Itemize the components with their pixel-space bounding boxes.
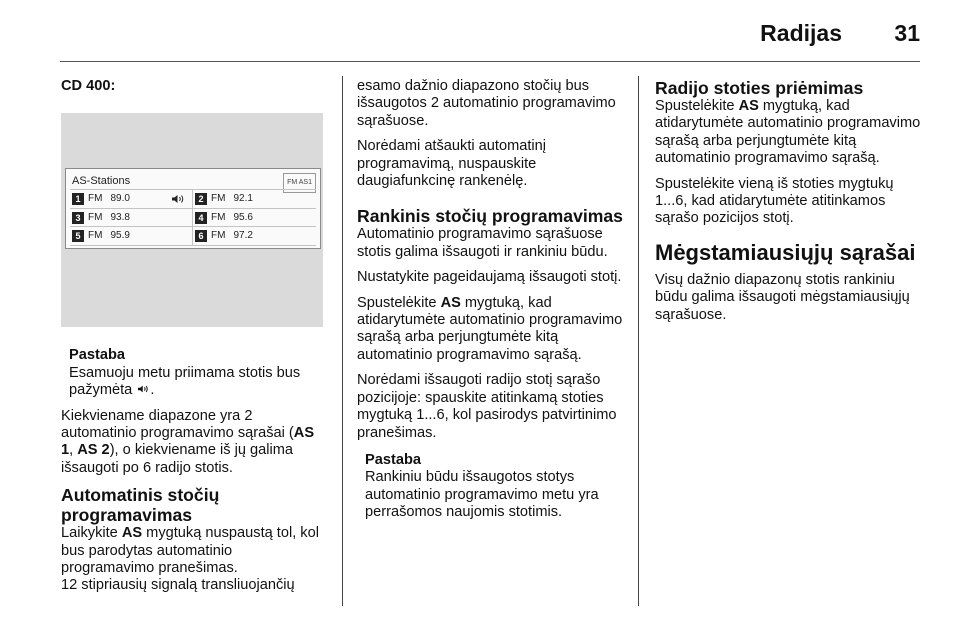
paragraph xyxy=(61,525,327,577)
screen-title: AS-Stations xyxy=(72,175,131,188)
column-3 xyxy=(655,78,923,332)
radio-display-figure xyxy=(61,113,323,327)
note-manual-stations xyxy=(365,452,625,522)
paragraph: Norėdami atšaukti automatinį programavimą, nuspauskite daugiafunkcinę rankenėlę. xyxy=(357,138,546,190)
station-band: FM xyxy=(211,211,226,223)
paragraph xyxy=(357,295,625,365)
preset-number: 5 xyxy=(72,230,84,242)
paragraph: Automatinio programavimo sąrašuose stotis galima išsaugoti ir rankiniu būdu. xyxy=(357,226,608,260)
model-label: CD 400: xyxy=(61,78,116,94)
paragraph: Nustatykite pageidaujamą išsaugoti stotį. xyxy=(357,269,622,286)
station-frequency: 89.0 xyxy=(110,193,130,205)
paragraph: esamo dažnio diapazono stočių bus išsaugotos 2 automatinio programavimo sąrašuose. xyxy=(357,78,616,129)
as-button-label: AS xyxy=(738,98,759,114)
text-run: mygtuką, kad atidarytumėte automatinio programavimo sąrašą arba perjungtumėte kitą automatinio programavimo sąrašą. xyxy=(655,98,921,167)
speaker-icon xyxy=(172,194,186,204)
station-slot-4 xyxy=(193,209,316,227)
station-slot-3 xyxy=(70,209,193,227)
station-grid xyxy=(70,189,316,245)
column-divider-1 xyxy=(342,76,343,606)
note-text-end: . xyxy=(150,382,155,399)
text-run: , xyxy=(69,442,78,459)
text-run: Kiekviename diapazone yra 2 automatinio programavimo sąrašai ( xyxy=(61,407,294,442)
station-frequency: 93.8 xyxy=(110,211,130,223)
text-run: Laikykite xyxy=(61,525,122,542)
preset-number: 3 xyxy=(72,212,84,224)
paragraph: 12 stipriausių signalą transliuojančių xyxy=(61,577,295,594)
section-heading: Automatinis stočių programavimas xyxy=(61,485,220,526)
text-run: mygtuką nuspaustą tol, kol bus parodytas automatinio programavimo pranešimas. xyxy=(61,525,319,577)
screen-band-tag: FM AS1 xyxy=(283,173,316,192)
preset-number: 6 xyxy=(195,230,207,242)
text-run: Spustelėkite xyxy=(655,98,739,114)
station-band: FM xyxy=(88,211,103,223)
station-frequency: 95.9 xyxy=(110,230,130,242)
station-band: FM xyxy=(88,230,103,242)
column-divider-2 xyxy=(638,76,639,606)
radio-screen xyxy=(65,168,321,249)
station-band: FM xyxy=(88,193,103,205)
section-heading: Mėgstamiausiųjų sąrašai xyxy=(655,239,916,265)
note-text: Rankiniu būdu išsaugotos stotys automatinio programavimo metu yra perrašomos naujomis stotimis. xyxy=(365,469,599,521)
note-text: Esamuoju metu priimama stotis bus pažymėta xyxy=(69,364,301,399)
paragraph: Norėdami išsaugoti radijo stotį sąrašo pozicijoje: spauskite atitinkamą stoties mygtuką 1...6, kol pasirodys patvirtinimo pranešimas. xyxy=(357,372,617,441)
preset-number: 4 xyxy=(195,212,207,224)
station-slot-2 xyxy=(193,190,316,208)
station-slot-6 xyxy=(193,227,316,245)
page-title: Radijas xyxy=(760,20,842,46)
page-number: 31 xyxy=(894,20,920,46)
column-2 xyxy=(357,78,625,530)
preset-number: 1 xyxy=(72,193,84,205)
section-heading: Rankinis stočių programavimas xyxy=(357,206,623,227)
station-slot-1 xyxy=(70,190,193,208)
paragraph xyxy=(655,98,923,168)
as1-label: AS 1 xyxy=(61,425,315,459)
paragraph: Spustelėkite vieną iš stoties mygtukų 1...6, kad atidarytumėte atitinkamos sąrašo pozicijos stotį. xyxy=(655,175,894,227)
note-current-station xyxy=(69,347,327,399)
station-band: FM xyxy=(211,230,226,242)
text-run: mygtuką, kad atidarytumėte automatinio programavimo sąrašą arba perjungtumėte kitą automatinio programavimo sąrašą. xyxy=(357,294,623,363)
as-button-label: AS xyxy=(440,294,461,311)
preset-number: 2 xyxy=(195,193,207,205)
paragraph: Visų dažnio diapazonų stotis rankiniu būdu galima išsaugoti mėgstamiausiųjų sąrašuose. xyxy=(655,271,910,323)
column-1 xyxy=(61,78,327,603)
text-run: Spustelėkite xyxy=(357,294,441,311)
as-button-label: AS xyxy=(121,525,143,542)
station-frequency: 92.1 xyxy=(233,193,253,205)
note-title: Pastaba xyxy=(69,347,125,364)
station-band: FM xyxy=(211,193,226,205)
paragraph xyxy=(61,408,327,478)
speaker-icon xyxy=(138,383,150,395)
station-frequency: 97.2 xyxy=(233,230,253,242)
text-run: ), o kiekviename iš jų galima išsaugoti po 6 radijo stotis. xyxy=(61,442,293,476)
as2-label: AS 2 xyxy=(77,442,110,459)
section-heading: Radijo stoties priėmimas xyxy=(655,78,864,98)
station-frequency: 95.6 xyxy=(233,211,253,223)
note-title: Pastaba xyxy=(365,451,421,468)
station-slot-5 xyxy=(70,227,193,245)
header-rule xyxy=(60,61,920,62)
